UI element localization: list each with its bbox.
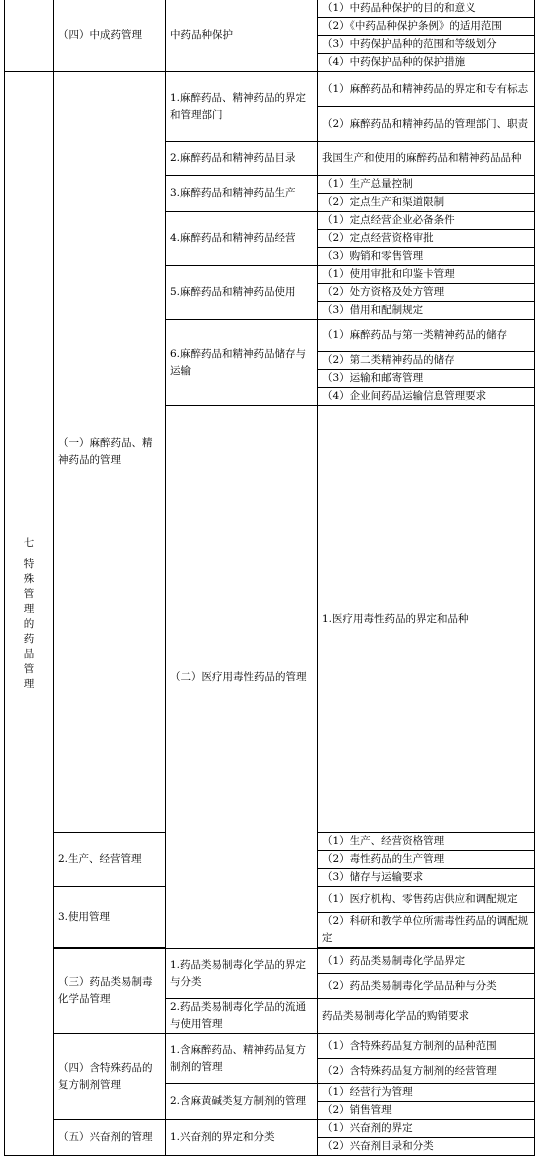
point-cell: （2）科研和教学单位所需毒性药品的调配规定 [318,913,535,948]
point-cell: 我国生产和使用的麻醉药品和精神药品品种 [318,142,535,176]
subsection-cell: （三）药品类易制毒化学品管理 [54,949,166,1034]
point-cell: （2）定点经营资格审批 [318,230,535,248]
point-cell: （2）药品类易制毒化学品品种与分类 [318,974,535,999]
point-cell: （2）含特殊药品复方制剂的经营管理 [318,1059,535,1084]
table-row [5,72,535,107]
point-cell: （3）购销和零售管理 [318,248,535,266]
point-cell: 药品类易制毒化学品的购销要求 [318,999,535,1034]
item-cell: 3.麻醉药品和精神药品生产 [166,176,318,212]
point-cell: （1）中药品种保护的目的和意义 [318,0,535,18]
point-cell: （2）毒性药品的生产管理 [318,851,535,869]
point-cell: （2）麻醉药品和精神药品的管理部门、职责 [318,107,535,142]
item-cell: 2.药品类易制毒化学品的流通与使用管理 [166,999,318,1034]
point-cell: （2）第二类精神药品的储存 [318,352,535,370]
item-cell: 1.药品类易制毒化学品的界定与分类 [166,949,318,999]
item-cell: 2.生产、经营管理 [54,833,166,887]
point-cell: （1）经营行为管理 [318,1084,535,1102]
point-cell: （2）《中药品种保护条例》的适用范围 [318,18,535,36]
subsection-cell: （五）兴奋剂的管理 [54,1120,166,1156]
item-cell: 5.麻醉药品和精神药品使用 [166,266,318,320]
point-cell: （2）定点生产和渠道限制 [318,194,535,212]
table-row [5,949,535,974]
item-cell: 1.麻醉药品、精神药品的界定和管理部门 [166,72,318,142]
point-cell: （1）药品类易制毒化学品界定 [318,949,535,974]
point-cell: （1）麻醉药品与第一类精神药品的储存 [318,320,535,352]
item-cell: 2.麻醉药品和精神药品目录 [166,142,318,176]
item-cell: 1.含麻醉药品、精神药品复方制剂的管理 [166,1034,318,1084]
point-cell: （1）麻醉药品和精神药品的界定和专有标志 [318,72,535,107]
item-cell: 中药品种保护 [166,0,318,72]
item-cell: 1.兴奋剂的界定和分类 [166,1120,318,1156]
item-cell: 1.医疗用毒性药品的界定和品种 [318,406,535,833]
section-title: 特殊管理的药品管理 [23,557,35,690]
point-cell: （2）处方资格及处方管理 [318,284,535,302]
subsection-cell: （一）麻醉药品、精神药品的管理 [54,72,166,833]
point-cell: （2）销售管理 [318,1102,535,1120]
point-cell: （2）兴奋剂目录和分类 [318,1138,535,1156]
table-row [5,1034,535,1059]
point-cell: （1）定点经营企业必备条件 [318,212,535,230]
section-number: 七 [23,536,35,549]
point-cell: （3）储存与运输要求 [318,869,535,887]
item-cell: 3.使用管理 [54,887,166,948]
point-cell: （3）中药保护品种的范围和等级划分 [318,36,535,54]
point-cell: （3）借用和配制规定 [318,302,535,320]
table-row [5,1120,535,1138]
syllabus-table [4,0,535,1156]
point-cell: （3）运输和邮寄管理 [318,370,535,388]
point-cell: （1）兴奋剂的界定 [318,1120,535,1138]
item-cell: 2.含麻黄碱类复方制剂的管理 [166,1084,318,1120]
blank-cell [5,0,54,72]
item-cell: 6.麻醉药品和精神药品储存与运输 [166,320,318,406]
point-cell: （1）生产、经营资格管理 [318,833,535,851]
point-cell: （1）使用审批和印鉴卡管理 [318,266,535,284]
subsection-cell: （二）医疗用毒性药品的管理 [166,406,318,949]
section-cell [5,72,54,1156]
subsection-cell: （四）中成药管理 [54,0,166,72]
point-cell: （1）生产总量控制 [318,176,535,194]
point-cell: （1）医疗机构、零售药店供应和调配规定 [318,887,535,913]
item-cell: 4.麻醉药品和精神药品经营 [166,212,318,266]
table-row [5,0,535,18]
point-cell: （4）中药保护品种的保护措施 [318,54,535,72]
point-cell: （1）含特殊药品复方制剂的品种范围 [318,1034,535,1059]
subsection-cell: （四）含特殊药品的复方制剂管理 [54,1034,166,1120]
point-cell: （4）企业间药品运输信息管理要求 [318,388,535,406]
